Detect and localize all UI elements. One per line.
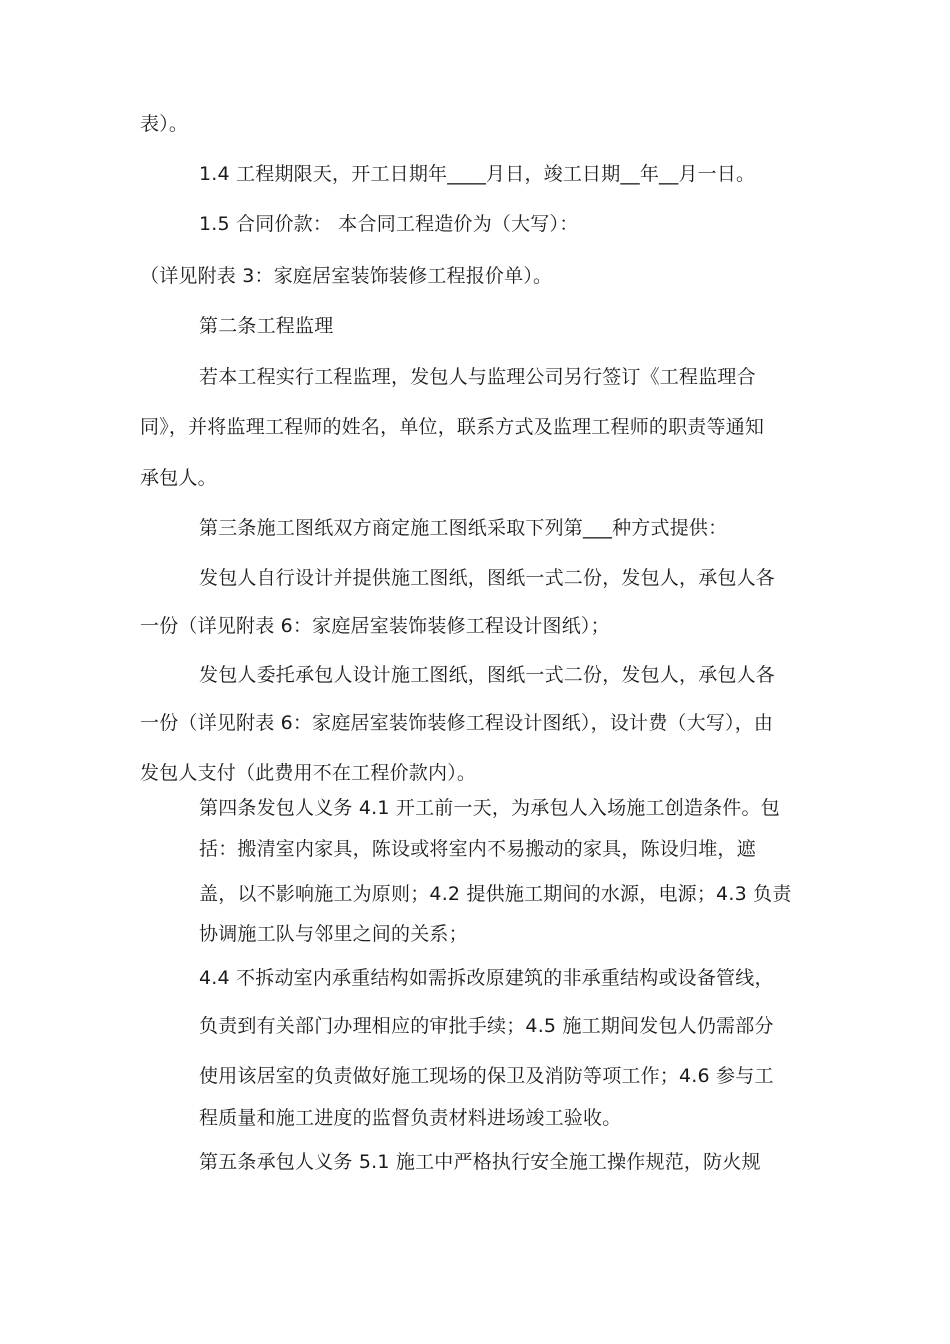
text-line: （详见附表 3：家庭居室装饰装修工程报价单）。 — [140, 265, 553, 287]
text-line: 程质量和施工进度的监督负责材料进场竣工验收。 — [199, 1107, 622, 1129]
text-line: 1.4 工程期限天，开工日期年____月日，竣工日期__年__月一日。 — [199, 163, 756, 185]
text-line: 盖，以不影响施工为原则；4.2 提供施工期间的水源，电源；4.3 负责 — [199, 883, 792, 905]
text-line: 使用该居室的负责做好施工现场的保卫及消防等项工作；4.6 参与工 — [199, 1065, 774, 1087]
text-line: 一份（详见附表 6：家庭居室装饰装修工程设计图纸）； — [140, 615, 610, 637]
text-line: 负责到有关部门办理相应的审批手续；4.5 施工期间发包人仍需部分 — [199, 1015, 774, 1037]
text-line: 发包人自行设计并提供施工图纸，图纸一式二份，发包人，承包人各 — [199, 567, 776, 589]
text-line: 发包人委托承包人设计施工图纸，图纸一式二份，发包人，承包人各 — [199, 664, 776, 686]
text-line: 4.4 不拆动室内承重结构如需拆改原建筑的非承重结构或设备管线， — [199, 967, 774, 989]
text-line: 第三条施工图纸双方商定施工图纸采取下列第___种方式提供： — [199, 517, 728, 539]
text-line: 第四条发包人义务 4.1 开工前一天，为承包人入场施工创造条件。包 — [199, 797, 780, 819]
text-line: 表）。 — [140, 113, 189, 135]
text-line: 第五条承包人义务 5.1 施工中严格执行安全施工操作规范，防火规 — [199, 1151, 761, 1173]
section-heading: 第二条工程监理 — [199, 315, 334, 337]
text-line: 发包人支付（此费用不在工程价款内）。 — [140, 762, 477, 784]
text-line: 一份（详见附表 6：家庭居室装饰装修工程设计图纸），设计费（大写），由 — [140, 712, 774, 734]
text-line: 若本工程实行工程监理，发包人与监理公司另行签订《工程监理合 — [199, 366, 756, 388]
text-line: 同》，并将监理工程师的姓名，单位，联系方式及监理工程师的职责等通知 — [140, 416, 765, 438]
text-line: 承包人。 — [140, 467, 217, 489]
text-line: 协调施工队与邻里之间的关系； — [199, 923, 468, 945]
text-line: 括：搬清室内家具，陈设或将室内不易搬动的家具，陈设归堆，遮 — [199, 838, 756, 860]
text-line: 1.5 合同价款： 本合同工程造价为（大写）： — [199, 213, 579, 235]
